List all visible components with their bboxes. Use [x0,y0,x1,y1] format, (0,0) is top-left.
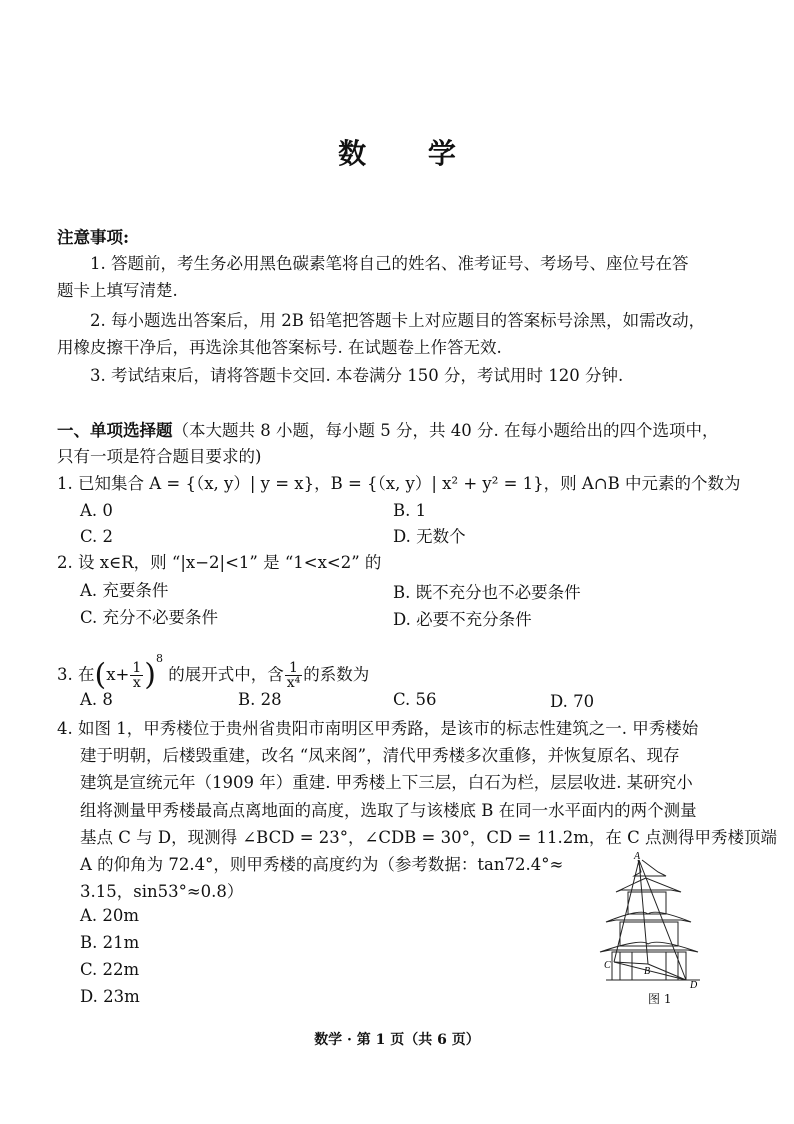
question-3-stem [57,638,369,696]
roof-tier-3 [606,912,691,922]
tier-2-walls [628,892,666,914]
question-4-line-2: 建于明朝，后楼毁重建，改名 “凤来阁”，清代甲秀楼多次重修，并恢复原名、现存 [80,746,680,765]
section-1-desc-line-2: 只有一项是符合题目要求的) [57,447,262,466]
question-2-option-b: B. 既不充分也不必要条件 [393,583,581,602]
fraction-one-over-x4 [285,661,303,690]
question-3-middle: 的展开式中，含 [168,665,284,684]
fraction-numerator: 1 [285,661,303,676]
question-4-option-d: D. 23m [80,987,140,1006]
question-3-option-b: B. 28 [238,690,282,709]
question-4-option-b: B. 21m [80,933,140,952]
question-4-line-6: A 的仰角为 72.4°，则甲秀楼的高度约为（参考数据：tan72.4°≈ [80,855,564,874]
notice-item-3: 3. 考试结束后，请将答题卡交回. 本卷满分 150 分，考试用时 120 分钟. [90,366,624,385]
question-2-stem: 2. 设 x∈R，则 “|x−2|<1” 是 “1<x<2” 的 [57,553,382,572]
section-1-heading-line-1 [57,421,718,441]
page-title: 数 学 [338,137,482,170]
question-3-x-term: x+ [106,665,130,684]
question-3-prefix: 3. 在 [57,665,95,684]
question-2-option-d: D. 必要不充分条件 [393,610,532,629]
fraction-one-over-x [130,661,143,690]
question-4-line-3: 建筑是宣统元年（1909 年）重建. 甲秀楼上下三层，白石为栏，层层收进. 某研究小 [80,773,693,792]
label-b: B [644,966,651,977]
fraction-denominator: x⁴ [286,675,301,691]
tier-3-walls [620,922,678,946]
line-ac [614,860,639,962]
question-4-line-5: 基点 C 与 D，现测得 ∠BCD = 23°，∠CDB = 30°，CD = 11.2m，在 C 点测得甲秀楼顶端 [80,828,778,847]
exponent: 8 [156,652,163,665]
right-paren: ) [144,657,156,693]
left-paren: ( [94,657,107,693]
pagoda-figure [596,852,766,1012]
question-4-line-4: 组将测量甲秀楼最高点离地面的高度，选取了与该楼底 B 在同一水平面内的两个测量 [80,801,697,820]
question-4-line-7: 3.15，sin53°≈0.8） [80,882,244,901]
question-3-option-a: A. 8 [80,690,113,709]
label-a: A [634,852,641,862]
question-1-option-c: C. 2 [80,527,114,546]
question-4-option-a: A. 20m [80,906,140,925]
notice-item-2-line-2: 用橡皮擦干净后，再选涂其他答案标号. 在试题卷上作答无效. [57,338,502,357]
label-d: D [690,980,698,991]
question-3-suffix: 的系数为 [303,665,370,684]
page-footer: 数学 · 第 1 页（共 6 页） [314,1032,480,1048]
question-1-option-d: D. 无数个 [393,527,466,546]
section-1-desc-line-1: （本大题共 8 小题，每小题 5 分，共 40 分. 在每小题给出的四个选项中， [172,421,719,440]
question-4-option-c: C. 22m [80,960,140,979]
fraction-denominator: x [132,675,141,691]
notice-item-2-line-1: 2. 每小题选出答案后，用 2B 铅笔把答题卡上对应题目的答案标号涂黑，如需改动， [90,311,706,330]
notice-item-1-line-2: 题卡上填写清楚. [57,281,178,300]
section-1-heading: 一、单项选择题 [57,421,173,440]
notice-item-1-line-1: 1. 答题前，考生务必用黑色碳素笔将自己的姓名、准考证号、考场号、座位号在答 [90,254,689,273]
question-3-option-c: C. 56 [393,690,437,709]
label-c: C [604,960,611,971]
question-2-option-c: C. 充分不必要条件 [80,608,219,627]
question-3-option-d: D. 70 [550,692,595,711]
question-1-option-b: B. 1 [393,501,427,520]
notice-heading: 注意事项: [57,228,130,247]
question-1-stem: 1. 已知集合 A = {（x, y）| y = x}，B = {（x, y）| x² + y² = 1}，则 A∩B 中元素的个数为 [57,474,741,493]
figure-caption: 图 1 [648,992,672,1006]
question-4-line-1: 4. 如图 1，甲秀楼位于贵州省贵阳市南明区甲秀路，是该市的标志性建筑之一. 甲秀楼始 [57,719,699,738]
fraction-numerator: 1 [132,660,142,676]
question-1-option-a: A. 0 [80,501,113,520]
question-2-option-a: A. 充要条件 [80,581,169,600]
roof-tier-4 [600,942,698,952]
